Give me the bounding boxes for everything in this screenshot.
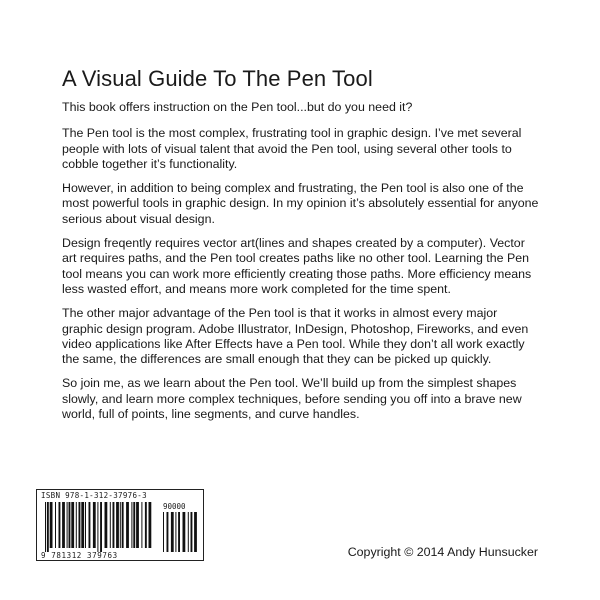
- barcode-bar: [133, 502, 135, 548]
- barcode-bar: [126, 502, 129, 548]
- paragraph-power: However, in addition to being complex and frustrating, the Pen tool is also one of the most powerful tools in graphic design. In my opinion it’s absolutely essential for anyone serious about visual design.: [62, 181, 539, 226]
- barcode-bar: [113, 502, 115, 548]
- blurb: [62, 100, 540, 431]
- barcode-bar: [122, 502, 124, 548]
- barcode-bar: [45, 502, 46, 552]
- barcode-bar: [175, 512, 176, 552]
- book-title: A Visual Guide To The Pen Tool: [62, 66, 373, 91]
- barcode-bar: [67, 502, 68, 548]
- paragraph-join: So join me, as we learn about the Pen tool. We’ll build up from the simplest shapes slowly, and learn more complex techniques, before sending you off into a brave new world, full of points, line segments, and curve handles.: [62, 376, 522, 422]
- paragraph-advantage: The other major advantage of the Pen tool is that it works in almost every major graphic design program. Adobe Illustrator, InDesign, Photoshop, Fireworks, and even video applications like After Effects have a Pen tool. While they don’t all work exactly the same, the differences are small enough that they can be picked up quickly.: [62, 306, 529, 367]
- paragraph-intro: This book offers instruction on the Pen tool...but do you need it?: [62, 100, 413, 114]
- barcode-bar: [76, 502, 77, 548]
- isbn-barcode: [36, 489, 204, 561]
- barcode-bar: [105, 502, 108, 548]
- barcode-bar: [89, 502, 91, 548]
- barcode-bar: [100, 502, 102, 552]
- barcode-bar: [79, 502, 81, 548]
- barcode-bar: [110, 502, 111, 548]
- barcode-bar: [145, 502, 147, 548]
- barcode-digits: 9 781312 379763: [41, 551, 118, 560]
- barcode-bar: [116, 502, 119, 548]
- barcode-bar: [120, 502, 121, 548]
- price-code: 90000: [163, 502, 186, 511]
- paragraph-vector-art: Design freqently requires vector art(lines and shapes created by a computer). Vector art requires paths, and the Pen tool creates paths like no other tool. Learning the Pen tool means you can work more efficiently creating those paths. More efficiency means less wasted effort, and means more work completed for the time spent.: [62, 236, 532, 296]
- barcode-bar: [47, 502, 49, 552]
- barcode-bar: [131, 502, 132, 548]
- isbn-number: ISBN 978-1-312-37976-3: [41, 491, 147, 500]
- barcode-bar: [194, 512, 197, 552]
- barcode-bar: [167, 512, 169, 552]
- barcode-bar: [163, 512, 164, 552]
- barcode-bar: [59, 502, 61, 548]
- barcode-bar: [171, 512, 174, 552]
- barcode-bar: [62, 502, 65, 548]
- barcode-bar: [141, 502, 142, 548]
- paragraph-complexity: The Pen tool is the most complex, frustrating tool in graphic design. I’ve met several people with lots of visual talent that avoid the Pen tool, using several other tools to cobble together it’s functionality.: [62, 126, 522, 171]
- barcode-bar: [136, 502, 139, 548]
- barcode-bar: [71, 502, 74, 548]
- barcode-bar: [93, 502, 96, 548]
- barcode-bar: [69, 502, 71, 548]
- barcode-bar: [149, 502, 152, 548]
- barcode-bar: [50, 502, 53, 548]
- barcode-bar: [188, 512, 189, 552]
- copyright-notice: Copyright © 2014 Andy Hunsucker: [347, 545, 538, 559]
- barcode-bar: [191, 512, 193, 552]
- barcode-bar: [97, 502, 98, 552]
- barcode-bar: [55, 502, 56, 548]
- barcode-bar: [85, 502, 86, 548]
- barcode-bar: [178, 512, 180, 552]
- barcode-bar: [183, 512, 186, 552]
- barcode-bar: [81, 502, 84, 548]
